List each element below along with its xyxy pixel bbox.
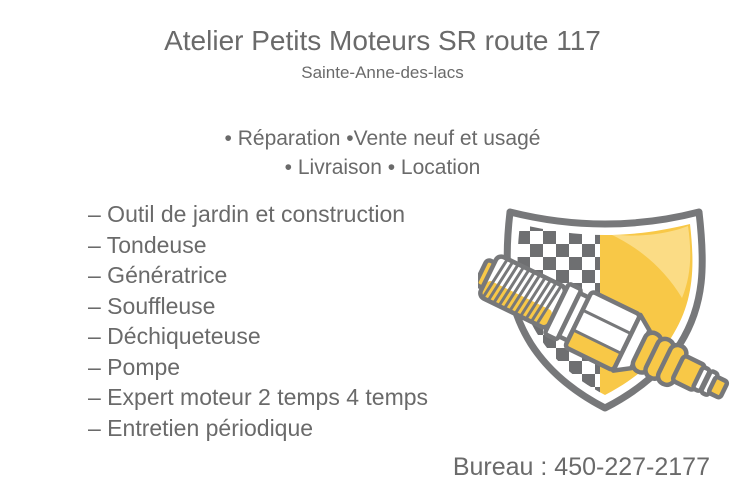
list-item: – Souffleuse <box>88 292 216 319</box>
page-title: Atelier Petits Moteurs SR route 117 <box>164 25 601 56</box>
list-item: – Expert moteur 2 temps 4 temps <box>88 384 429 410</box>
list-item: – Pompe <box>88 353 181 380</box>
list-item: – Génératrice <box>88 262 228 288</box>
services-line-2: • Livraison • Location <box>284 156 481 179</box>
list-item: – Tondeuse <box>88 231 207 258</box>
spark-plug-shield-logo <box>478 192 740 424</box>
list-item: – Entretien périodique <box>88 414 314 441</box>
phone-number: Bureau : 450-227-2177 <box>452 453 710 481</box>
list-item: – Outil de jardin et construction <box>88 201 406 227</box>
page-subtitle: Sainte-Anne-des-lacs <box>301 63 464 82</box>
services-line-1: • Réparation •Vente neuf et usagé <box>224 127 541 150</box>
list-item: – Déchiqueteuse <box>88 323 261 349</box>
equipment-list <box>88 199 428 443</box>
services-lines <box>15 124 750 182</box>
